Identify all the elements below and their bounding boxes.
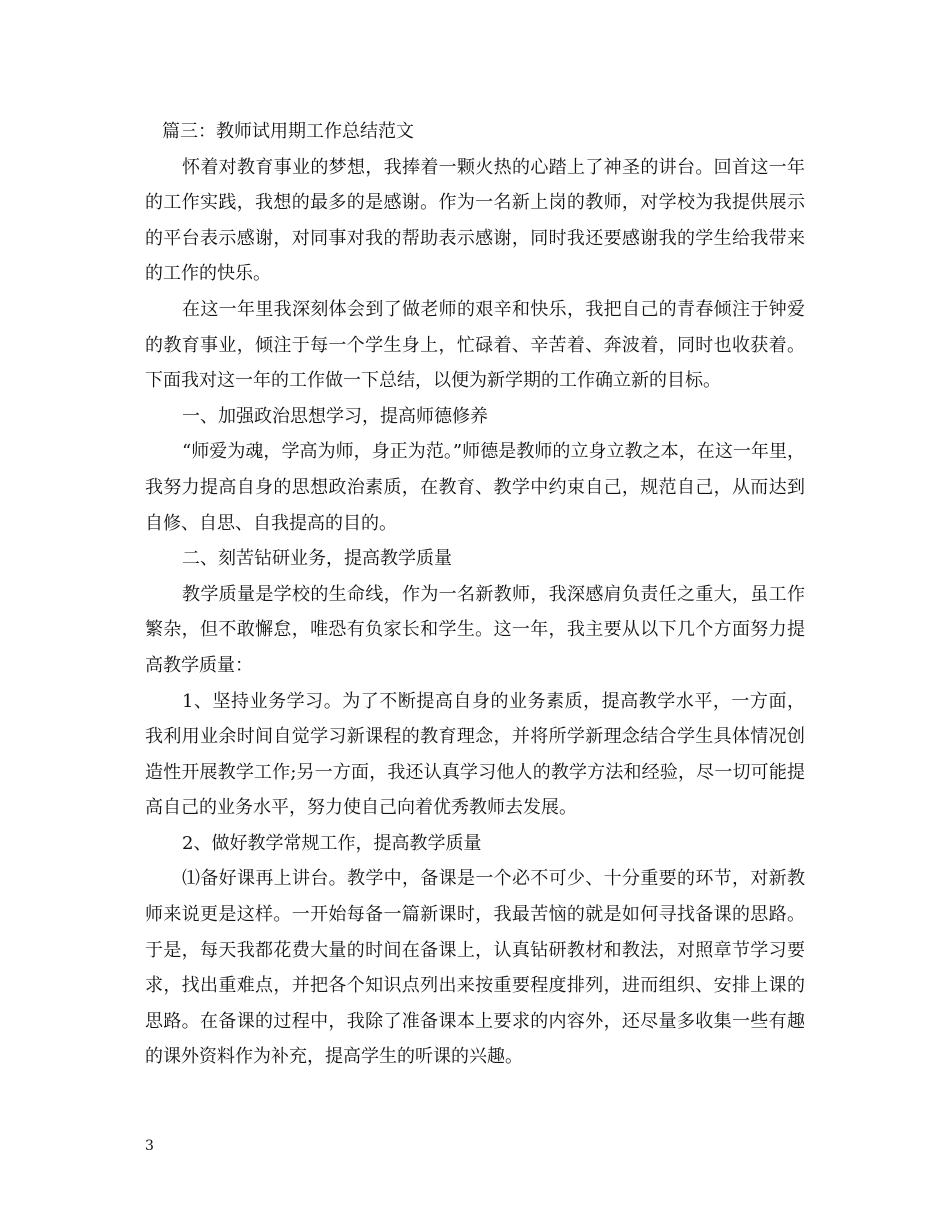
heading-teaching-quality: 二、刻苦钻研业务，提高教学质量: [182, 548, 452, 570]
paragraph-intro: 怀着对教育事业的梦想，我捧着一颗火热的心踏上了神圣的讲台。回首这一年的工作实践，我想的最多的是感谢。作为一名新上岗的教师，对学校为我提供展示的平台表示感谢，对同事对我的帮助表示感谢，同时我还要感谢我的学生给我带来的工作的快乐。: [145, 156, 805, 285]
page-number: 3: [145, 1138, 154, 1154]
heading-routine-work: 2、做好教学常规工作，提高教学质量: [182, 832, 482, 854]
document-body: [145, 114, 805, 1075]
paragraph-lesson-prep: ⑴备好课再上讲台。教学中，备课是一个必不可少、十分重要的环节，对新教师来说更是这样。一开始每备一篇新课时，我最苦恼的就是如何寻找备课的思路。于是，每天我都花费大量的时间在备课上，认真钻研教材和教法，对照章节学习要求，找出重难点，并把各个知识点列出来按重要程度排列，进而组织、安排上课的思路。在备课的过程中，我除了准备课本上要求的内容外，还尽量多收集一些有趣的课外资料作为补充，提高学生的听课的兴趣。: [145, 868, 805, 1068]
paragraph-teacher-ethics: “师爱为魂，学高为师，身正为范。”师德是教师的立身立教之本，在这一年里，我努力提高自身的思想政治素质，在教育、教学中约束自己，规范自己，从而达到自修、自思、自我提高的目的。: [145, 441, 805, 534]
paragraph-teaching-quality: 教学质量是学校的生命线，作为一名新教师，我深感肩负责任之重大，虽工作繁杂，但不敢懈怠，唯恐有负家长和学生。这一年，我主要从以下几个方面努力提高教学质量：: [145, 583, 805, 676]
paragraph-professional-study: 1、坚持业务学习。为了不断提高自身的业务素质，提高教学水平，一方面，我利用业余时间自觉学习新课程的教育理念，并将所学新理念结合学生具体情况创造性开展教学工作;另一方面，我还认真学习他人的教学方法和经验，尽一切可能提高自己的业务水平，努力使自己向着优秀教师去发展。: [145, 690, 805, 819]
section-title: 篇三：教师试用期工作总结范文: [162, 121, 414, 142]
heading-political-study: 一、加强政治思想学习，提高师德修养: [182, 405, 488, 427]
paragraph-reflection: 在这一年里我深刻体会到了做老师的艰辛和快乐，我把自己的青春倾注于钟爱的教育事业，倾注于每一个学生身上，忙碌着、辛苦着、奔波着，同时也收获着。下面我对这一年的工作做一下总结，以便为新学期的工作确立新的目标。: [145, 298, 805, 392]
